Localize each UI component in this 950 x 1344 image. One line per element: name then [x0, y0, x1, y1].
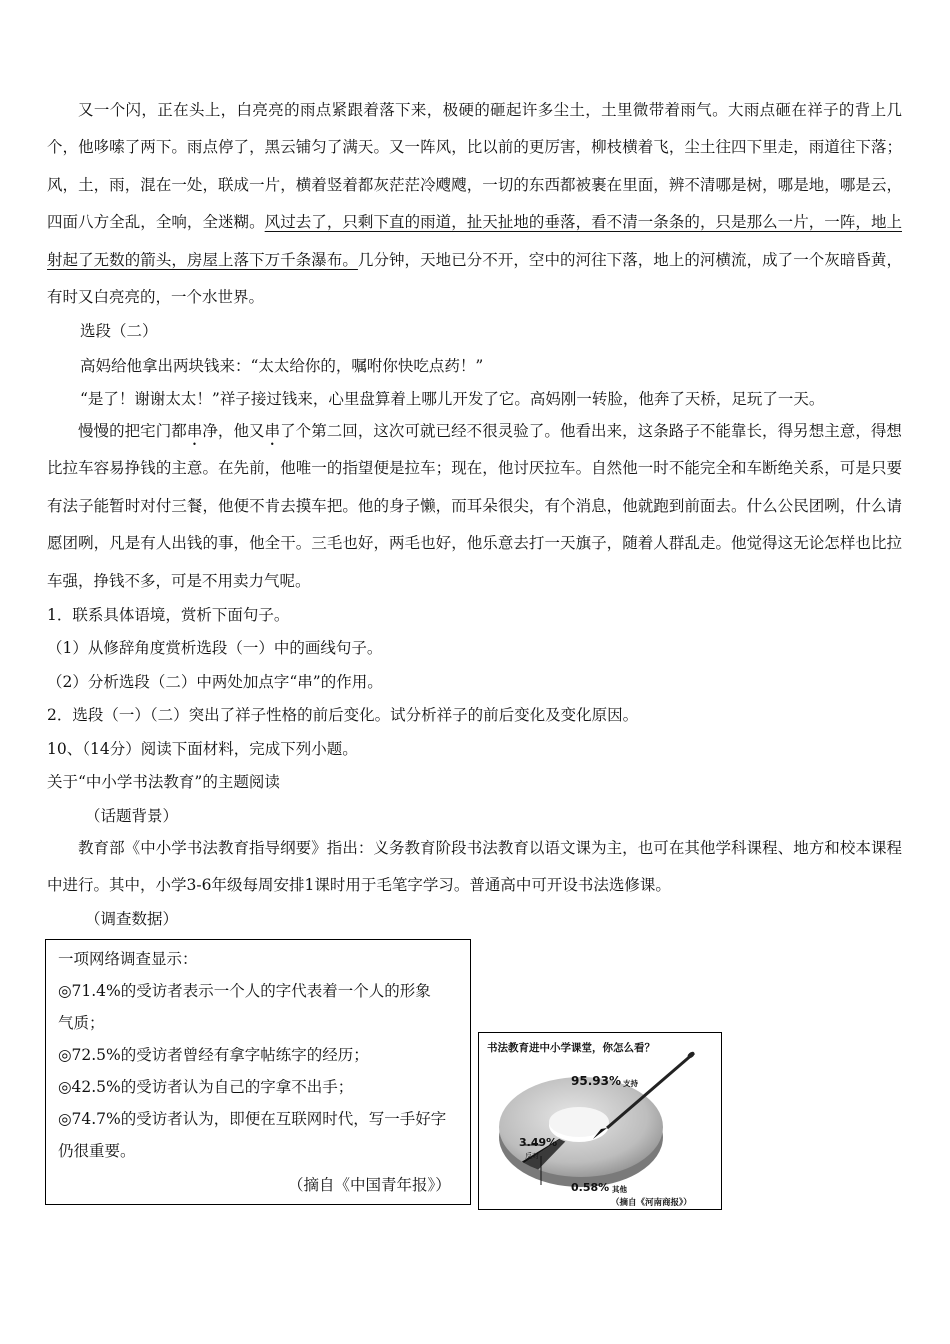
passage1-paragraph: [47, 92, 902, 316]
survey-line-6: ◎74.7%的受访者认为，即便在互联网时代，写一手好字: [58, 1110, 447, 1128]
slice-label-other-value: 0.58%: [571, 1181, 610, 1194]
slice-label-oppose: 反对: [525, 1152, 539, 1160]
passage1-text-before: 又一个闪，正在头上，白亮亮的雨点紧跟着落下来，极硬的砸起许多尘土，土里微带着雨气。大雨点砸在祥子的背上几个，他哆嗦了两下。雨点停了，黑云铺匀了满天。又一阵风，比以前的更厉害，柳枝横着飞，尘土往四下里走，雨道往下落；风，土，雨，混在一处，联成一片，横着竖着都灰茫茫冷飕飕，一切的东西都被裹在里面，辨不清哪是树，哪是地，哪是云，四面八方全乱，全响，全迷糊。: [47, 101, 902, 232]
background-text: 教育部《中小学书法教育指导纲要》指出：义务教育阶段书法教育以语文课为主，也可在其他学科课程、地方和校本课程中进行。其中，小学3-6年级每周安排1课时用于毛笔字学习。普通高中可开设书法选修课。: [47, 839, 902, 895]
para3-text-a: 慢慢的把宅门都: [78, 422, 187, 440]
passage2-paragraph3: [47, 413, 902, 600]
chart-title: 书法教育进中小学课堂，你怎么看？: [487, 1042, 655, 1054]
survey-box: [45, 939, 471, 1205]
survey-line-1: 一项网络调查显示：: [58, 950, 198, 968]
dotted-char-1: 串: [186, 422, 203, 440]
topic-title: 关于“中小学书法教育”的主题阅读: [47, 773, 280, 791]
survey-line-7: 仍很重要。: [58, 1142, 136, 1160]
survey-line-4: ◎72.5%的受访者曾经有拿字帖练字的经历；: [58, 1046, 369, 1064]
passage2-line1: 高妈给他拿出两块钱来：“太太给你的，嘱咐你快吃点药！”: [80, 357, 484, 375]
question-1-2: （2）分析选段（二）中两处加点字“串”的作用。: [47, 673, 383, 691]
survey-label: （调查数据）: [85, 910, 179, 928]
survey-source: （摘自《中国青年报》）: [288, 1176, 451, 1194]
para3-text-b: 净，他又: [202, 422, 265, 440]
question-10-header: 10、（14分）阅读下面材料，完成下列小题。: [47, 740, 358, 758]
passage1-text-after: 几分钟，天地已分不开，空中的河往下落，地上的河横流，成了一个灰暗昏黄，有时又白亮亮的，一个水世界。: [47, 250, 902, 307]
slice-label-support: 支持: [623, 1079, 638, 1088]
survey-line-3: 气质；: [58, 1014, 105, 1032]
survey-line-5: ◎42.5%的受访者认为自己的字拿不出手；: [58, 1078, 354, 1096]
survey-line-2: ◎71.4%的受访者表示一个人的字代表着一个人的形象: [58, 982, 431, 1000]
slice-label-other: 其他: [612, 1185, 627, 1194]
pie-chart-box: [478, 1032, 722, 1210]
slice-label-support-value: 95.93%: [571, 1074, 621, 1088]
section2-title: 选段（二）: [80, 322, 158, 340]
para3-text-c: 了个第二回，这次可就已经不很灵验了。他看出来，这条路子不能靠长，得另想主意，得想比拉车容易挣钱的主意。在先前，他唯一的指望便是拉车；现在，他讨厌拉车。自然他一时不能完全和车断绝关系，可是只要有法子能暂时对付三餐，他便不肯去摸车把。他的身子懒，而耳朵很尖，有个消息，他就跑到前面去。什么公民团咧，什么请愿团咧，凡是有人出钱的事，他全干。三毛也好，两毛也好，他乐意去打一天旗子，随着人群乱走。他觉得这无论怎样也比拉车强，挣钱不多，可是不用卖力气呢。: [47, 422, 902, 590]
question-1-1: （1）从修辞角度赏析选段（一）中的画线句子。: [47, 639, 383, 657]
chart-source: （摘自《河南商报》）: [611, 1198, 692, 1208]
dotted-char-2: 串: [264, 422, 281, 440]
question-2: 2．选段（一）（二）突出了祥子性格的前后变化。试分析祥子的前后变化及变化原因。: [47, 706, 639, 724]
slice-label-oppose-value: 3.49%: [519, 1136, 558, 1149]
passage2-line2: “是了！谢谢太太！”祥子接过钱来，心里盘算着上哪儿开发了它。高妈刚一转脸，他奔了天桥，足玩了一天。: [80, 390, 825, 408]
passage1-underlined-sentence: 风过去了，只剩下直的雨道，扯天扯地的垂落，看不清一条条的，只是那么一片，一阵，地上射起了无数的箭头，房屋上落下万千条瀑布。: [47, 213, 902, 269]
question-1: 1．联系具体语境，赏析下面句子。: [47, 606, 290, 624]
background-paragraph: [47, 830, 902, 905]
background-label: （话题背景）: [85, 807, 179, 825]
